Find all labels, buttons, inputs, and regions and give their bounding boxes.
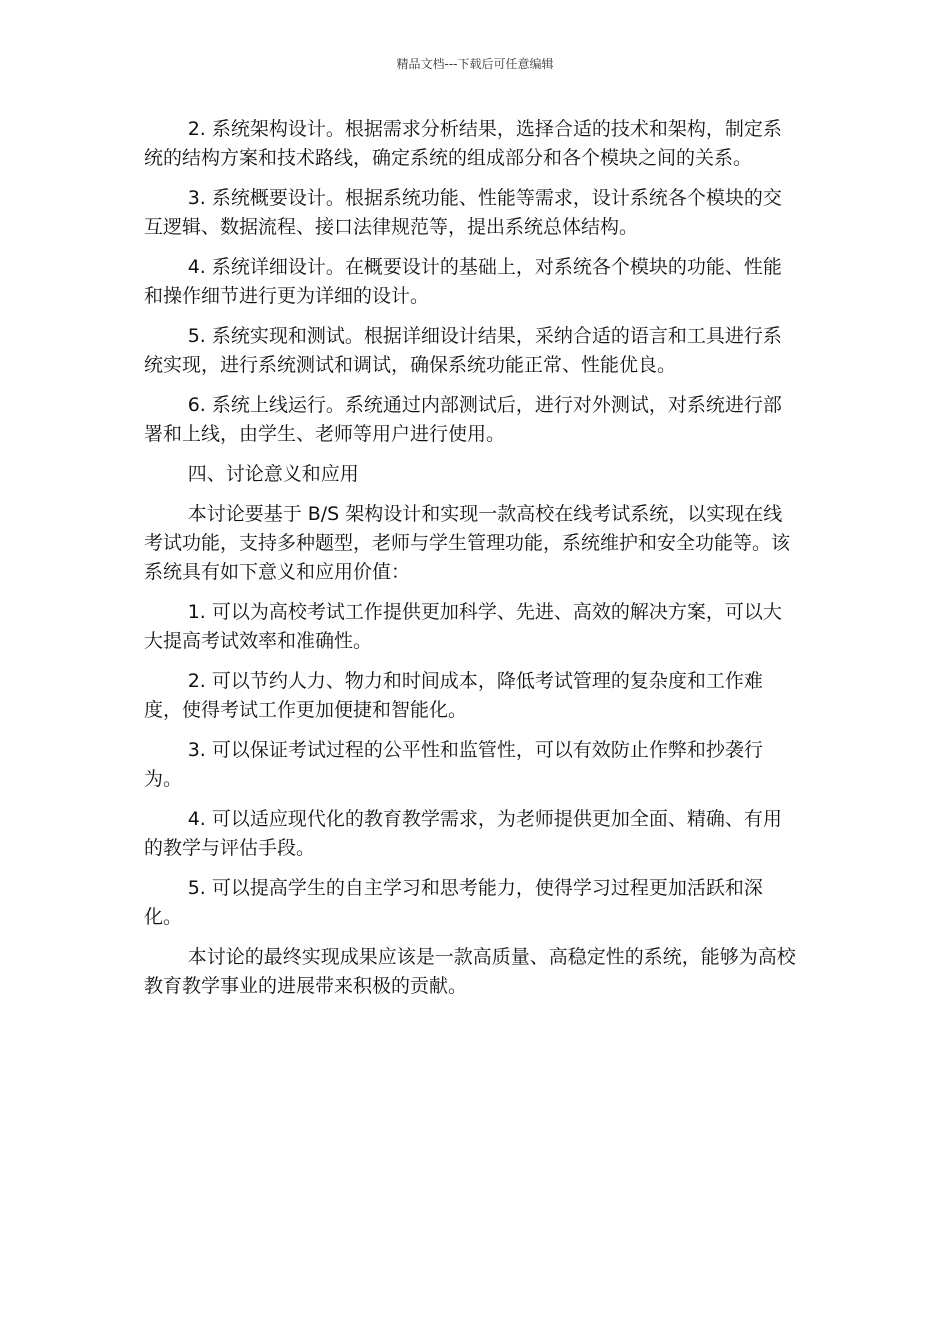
paragraph-value-1: 1. 可以为高校考试工作提供更加科学、先进、高效的解决方案，可以大大提高考试效率和准确性。 [144,601,782,652]
paragraph-value-2: 2. 可以节约人力、物力和时间成本，降低考试管理的复杂度和工作难度，使得考试工作更加便捷和智能化。 [144,670,763,721]
paragraph-value-3: 3. 可以保证考试过程的公平性和监管性，可以有效防止作弊和抄袭行为。 [144,739,763,790]
paragraph-detailed-design: 4. 系统详细设计。在概要设计的基础上，对系统各个模块的功能、性能和操作细节进行更为详细的设计。 [144,256,782,307]
document-body [144,115,800,1012]
paragraph-significance-intro: 本讨论要基于 B/S 架构设计和实现一款高校在线考试系统，以实现在线考试功能，支持多种题型，老师与学生管理功能，系统维护和安全功能等。该系统具有如下意义和应用价值： [144,503,791,583]
paragraph-architecture-design: 2. 系统架构设计。根据需求分析结果，选择合适的技术和架构，制定系统的结构方案和技术路线，确定系统的组成部分和各个模块之间的关系。 [144,118,782,169]
paragraph-deployment: 6. 系统上线运行。系统通过内部测试后，进行对外测试，对系统进行部署和上线，由学生、老师等用户进行使用。 [144,394,782,445]
page-header: 精品文档---下载后可任意编辑 [396,57,554,71]
section-heading-significance: 四、讨论意义和应用 [187,463,359,485]
paragraph-implementation-testing: 5. 系统实现和测试。根据详细设计结果，采纳合适的语言和工具进行系统实现，进行系统测试和调试，确保系统功能正常、性能优良。 [144,325,782,376]
paragraph-outline-design: 3. 系统概要设计。根据系统功能、性能等需求，设计系统各个模块的交互逻辑、数据流程、接口法律规范等，提出系统总体结构。 [144,187,782,238]
paragraph-value-5: 5. 可以提高学生的自主学习和思考能力，使得学习过程更加活跃和深化。 [144,877,763,928]
paragraph-conclusion: 本讨论的最终实现成果应该是一款高质量、高稳定性的系统，能够为高校教育教学事业的进展带来积极的贡献。 [144,946,796,997]
paragraph-value-4: 4. 可以适应现代化的教育教学需求，为老师提供更加全面、精确、有用的教学与评估手段。 [144,808,782,859]
